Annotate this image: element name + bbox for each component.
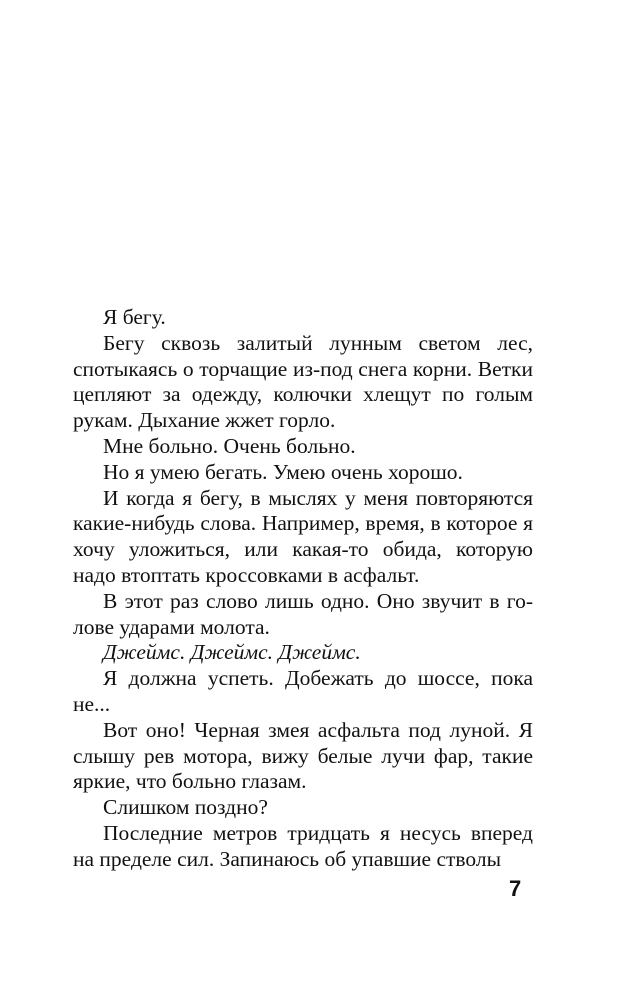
page-number: 7 — [509, 876, 522, 901]
paragraph: Последние метров тридцать я несусь вперед на пределе сил. Запинаюсь об упавшие стволы — [73, 820, 533, 871]
paragraph: И когда я бегу, в мыслях у меня повторяются какие-нибудь слова. Например, время, в которое я хочу уложиться, или какая-то обида, которую надо втоптать кроссовками в асфальт. — [73, 485, 533, 587]
paragraph: Мне больно. Очень больно. — [103, 433, 356, 458]
paragraph: Но я умею бегать. Умею очень хорошо. — [103, 459, 463, 484]
paragraph: Я бегу. — [103, 305, 166, 329]
paragraph: Слишком поздно? — [103, 795, 268, 820]
paragraph: В этот раз слово лишь одно. Оно звучит в голове ударами молота. — [73, 588, 533, 639]
paragraph-italic: Джеймс. Джеймс. Джеймс. — [103, 640, 361, 665]
paragraph: Бегу сквозь залитый лунным светом лес, спотыкаясь о торчащие из-под снега корни. Ветки цепляют за одежду, колючки хлещут по голым рукам. Дыхание жжет горло. — [73, 330, 533, 433]
paragraph: Вот оно! Черная змея асфальта под луной. Я слышу рев мотора, вижу белые лучи фар, такие яркие, что больно глазам. — [73, 717, 533, 794]
paragraph: Я должна успеть. Добежать до шоссе, пока не... — [73, 666, 533, 716]
body-text — [73, 305, 533, 873]
